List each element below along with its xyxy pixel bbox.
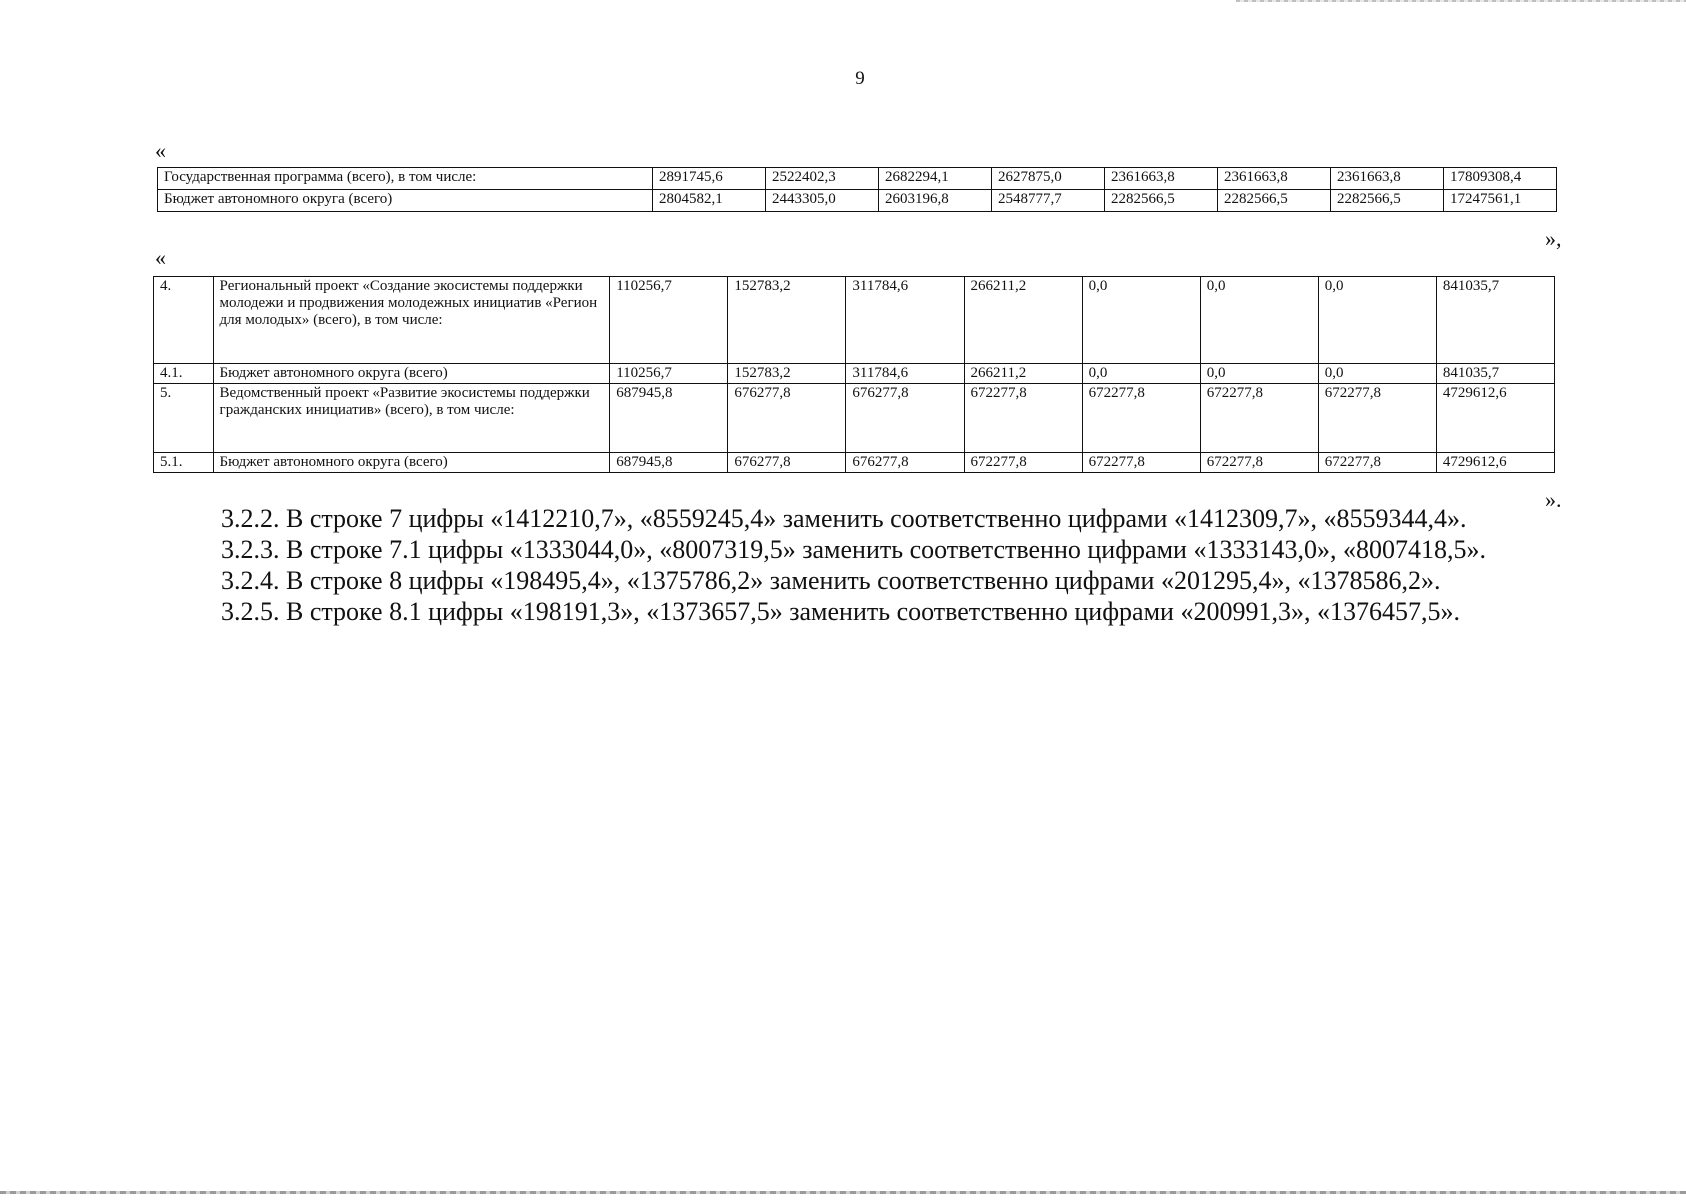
paragraph-3-2-5: 3.2.5. В строке 8.1 цифры «198191,3», «1373657,5» заменить соответственно цифрами «200991,3», «1376457,5». (221, 597, 1460, 626)
row-name: Региональный проект «Создание экосистемы поддержки молодежи и продвижения молодежных инициатив «Регион для молодых» (всего), в том числе: (213, 277, 610, 364)
quote-open-2: « (155, 245, 166, 270)
quote-open-1: « (155, 138, 166, 163)
row-name: Ведомственный проект «Развитие экосистемы поддержки гражданских инициатив» (всего), в том числе: (213, 384, 610, 453)
cell-value: 311784,6 (846, 364, 964, 384)
cell-value: 2682294,1 (879, 168, 992, 190)
cell-value: 2361663,8 (1218, 168, 1331, 190)
row-number: 4.1. (154, 364, 214, 384)
cell-value: 4729612,6 (1436, 453, 1554, 473)
cell-value: 152783,2 (728, 364, 846, 384)
amendment-paragraphs (153, 503, 1563, 627)
cell-value: 676277,8 (846, 384, 964, 453)
cell-value: 676277,8 (846, 453, 964, 473)
cell-value: 2443305,0 (766, 190, 879, 212)
cell-value: 266211,2 (964, 277, 1082, 364)
cell-value: 672277,8 (1200, 384, 1318, 453)
paragraph-3-2-3: 3.2.3. В строке 7.1 цифры «1333044,0», «8007319,5» заменить соответственно цифрами «1333143,0», «8007418,5». (221, 535, 1486, 564)
quote-close-2: ». (1545, 487, 1562, 512)
cell-value: 672277,8 (1082, 384, 1200, 453)
cell-value: 2804582,1 (653, 190, 766, 212)
table-row (158, 168, 1557, 190)
paragraph-3-2-2: 3.2.2. В строке 7 цифры «1412210,7», «8559245,4» заменить соответственно цифрами «1412309,7», «8559344,4». (221, 504, 1467, 533)
cell-value: 17247561,1 (1444, 190, 1557, 212)
scan-artifact-bottom (0, 1191, 1686, 1194)
cell-value: 672277,8 (1318, 453, 1436, 473)
table-program-total (157, 167, 1557, 212)
cell-value: 2361663,8 (1331, 168, 1444, 190)
table-row (158, 190, 1557, 212)
scan-artifact-top (1236, 0, 1686, 2)
cell-value: 2627875,0 (992, 168, 1105, 190)
row-name: Государственная программа (всего), в том числе: (158, 168, 653, 190)
cell-value: 841035,7 (1436, 277, 1554, 364)
cell-value: 687945,8 (610, 384, 728, 453)
cell-value: 2282566,5 (1331, 190, 1444, 212)
cell-value: 311784,6 (846, 277, 964, 364)
row-name: Бюджет автономного округа (всего) (213, 453, 610, 473)
cell-value: 676277,8 (728, 384, 846, 453)
cell-value: 110256,7 (610, 364, 728, 384)
cell-value: 672277,8 (1200, 453, 1318, 473)
cell-value: 2282566,5 (1218, 190, 1331, 212)
cell-value: 841035,7 (1436, 364, 1554, 384)
cell-value: 266211,2 (964, 364, 1082, 384)
table-row (154, 364, 1555, 384)
row-name: Бюджет автономного округа (всего) (213, 364, 610, 384)
cell-value: 0,0 (1082, 364, 1200, 384)
table-projects (153, 276, 1555, 473)
cell-value: 2282566,5 (1105, 190, 1218, 212)
row-number: 5.1. (154, 453, 214, 473)
cell-value: 672277,8 (964, 384, 1082, 453)
cell-value: 0,0 (1082, 277, 1200, 364)
page-number: 9 (855, 68, 865, 89)
cell-value: 676277,8 (728, 453, 846, 473)
cell-value: 687945,8 (610, 453, 728, 473)
row-number: 5. (154, 384, 214, 453)
cell-value: 110256,7 (610, 277, 728, 364)
cell-value: 672277,8 (964, 453, 1082, 473)
table-row (154, 384, 1555, 453)
cell-value: 2548777,7 (992, 190, 1105, 212)
cell-value: 0,0 (1200, 364, 1318, 384)
row-number: 4. (154, 277, 214, 364)
cell-value: 4729612,6 (1436, 384, 1554, 453)
table-row (154, 277, 1555, 364)
cell-value: 17809308,4 (1444, 168, 1557, 190)
cell-value: 672277,8 (1318, 384, 1436, 453)
cell-value: 672277,8 (1082, 453, 1200, 473)
paragraph-3-2-4: 3.2.4. В строке 8 цифры «198495,4», «1375786,2» заменить соответственно цифрами «201295,4», «1378586,2». (221, 566, 1441, 595)
table-row (154, 453, 1555, 473)
cell-value: 0,0 (1318, 277, 1436, 364)
cell-value: 152783,2 (728, 277, 846, 364)
cell-value: 2522402,3 (766, 168, 879, 190)
cell-value: 0,0 (1200, 277, 1318, 364)
cell-value: 2361663,8 (1105, 168, 1218, 190)
cell-value: 2603196,8 (879, 190, 992, 212)
cell-value: 2891745,6 (653, 168, 766, 190)
row-name: Бюджет автономного округа (всего) (158, 190, 653, 212)
cell-value: 0,0 (1318, 364, 1436, 384)
quote-close-1: », (1545, 226, 1562, 251)
